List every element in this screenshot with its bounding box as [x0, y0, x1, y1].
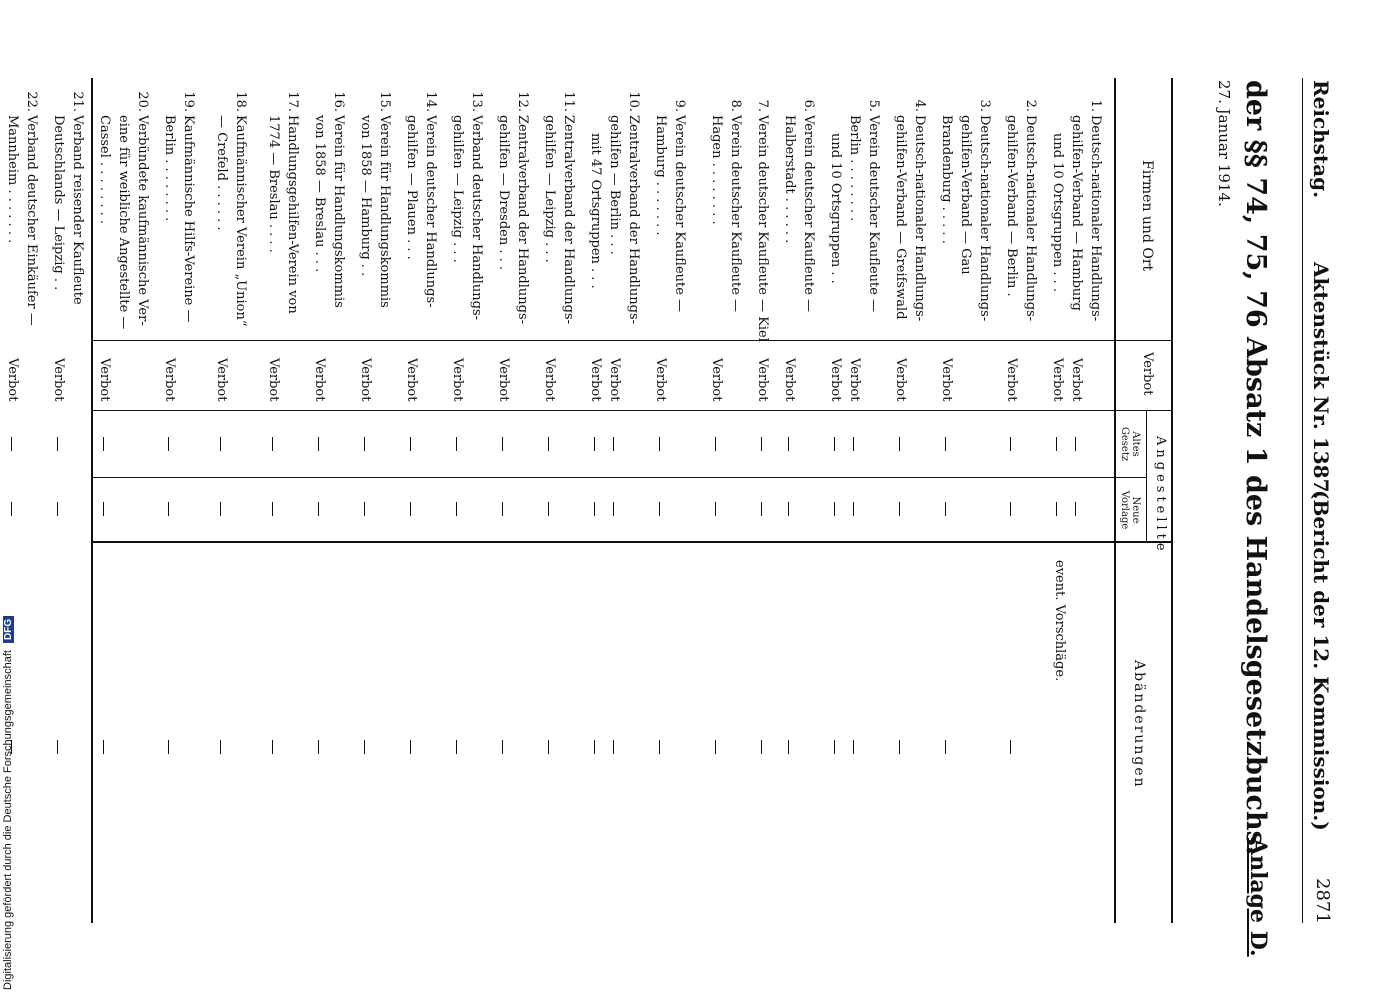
row-dash — [659, 740, 660, 754]
row-firm-line: mit 47 Ortsgruppen . . . — [588, 133, 603, 289]
row-dash — [502, 437, 503, 451]
row-firm-line: Deutschlands — Leipzig . . — [51, 115, 66, 291]
row-firm-line: gehilfen-Verband — Hamburg — [1069, 115, 1084, 311]
row-verbot: Verbot — [847, 358, 862, 402]
row-firm-line: Hamburg . . . . . . . — [653, 115, 668, 236]
row-dash — [613, 437, 614, 451]
row-firm-line: gehilfen-Verband — Greifswald — [893, 115, 908, 320]
row-dash — [57, 437, 58, 451]
title-annex: Anlage D. — [1245, 838, 1271, 957]
row-number: 13. — [469, 91, 484, 112]
row-dash — [853, 502, 854, 516]
row-dash — [168, 740, 169, 754]
row-dash — [761, 437, 762, 451]
row-firm-line: gehilfen-Verband — Berlin . — [1004, 115, 1019, 297]
header-aktenstueck: Aktenstück Nr. 1387. — [1309, 262, 1333, 500]
row-dash — [272, 502, 273, 516]
header-reichstag: Reichstag. — [1309, 80, 1333, 199]
row-dash — [272, 740, 273, 754]
row-dash — [834, 437, 835, 451]
row-verbot: Verbot — [496, 358, 511, 402]
row-number: 6. — [801, 99, 816, 112]
row-dash — [57, 740, 58, 754]
row-dash — [456, 740, 457, 754]
row-firm-line: Deutsch-nationaler Handlungs- — [977, 115, 992, 322]
row-dash — [659, 502, 660, 516]
row-number: 18. — [233, 91, 248, 112]
row-dash — [456, 437, 457, 451]
row-dash — [945, 740, 946, 754]
row-verbot: Verbot — [653, 358, 668, 402]
row-dash — [103, 502, 104, 516]
row-firm-line: — Crefeld . . . . . . — [214, 115, 229, 231]
row-number: 1. — [1088, 99, 1103, 112]
row-number: 12. — [515, 91, 530, 112]
dfg-note-wrapper — [2, 616, 14, 990]
row-number: 7. — [755, 99, 770, 112]
row-dash — [410, 437, 411, 451]
row-number: 4. — [912, 99, 927, 112]
row-number: 11. — [561, 91, 576, 112]
row-firm-line: Verband deutscher Handlungs- — [469, 115, 484, 321]
table-bottom-rule — [91, 78, 93, 923]
row-verbot: Verbot — [542, 358, 557, 402]
col-header-altes-gesetz: Altes Gesetz — [1119, 426, 1141, 462]
row-dash — [853, 740, 854, 754]
row-firm-line: Zentralverband der Handlungs- — [515, 115, 530, 325]
row-verbot: Verbot — [782, 358, 797, 402]
row-dash — [548, 437, 549, 451]
row-verbot: Verbot — [312, 358, 327, 402]
row-dash — [715, 502, 716, 516]
row-dash — [899, 437, 900, 451]
col-header-neue-vorlage: Neue Vorlage — [1119, 490, 1141, 530]
row-firm-line: Hagen . . . . . . . . — [709, 115, 724, 225]
row-firm-line: Verein deutscher Kaufleute — — [866, 115, 881, 313]
row-dash — [364, 437, 365, 451]
col-header-abaenderungen: Abänderungen — [1131, 660, 1147, 789]
row-dash — [168, 502, 169, 516]
row-dash — [899, 502, 900, 516]
page-number: 2871 — [1312, 878, 1333, 924]
row-dash — [1056, 502, 1057, 516]
row-dash — [788, 740, 789, 754]
dfg-note-text: Digitalisierung gefördert durch die Deutsche Forschungsgemeinschaft — [2, 650, 14, 990]
angestellte-group-rule — [1146, 410, 1147, 541]
row-dash — [834, 502, 835, 516]
row-dash — [318, 437, 319, 451]
row-dash — [594, 502, 595, 516]
row-firm-line: Kaufmännische Hilfs-Vereine — — [181, 115, 196, 323]
row-firm-line: Zentralverband der Handlungs- — [561, 115, 576, 325]
row-verbot: Verbot — [828, 358, 843, 402]
row-number: 2. — [1023, 99, 1038, 112]
row-dash — [502, 740, 503, 754]
col-separator-neue — [93, 541, 1173, 543]
header-top-rule — [1302, 78, 1303, 923]
row-firm-line: Deutsch-nationaler Handlungs- — [1088, 115, 1103, 322]
row-note: event. Vorschläge. — [1052, 560, 1067, 682]
row-dash — [410, 502, 411, 516]
row-firm-line: Deutsch-nationaler Handlungs- — [1023, 115, 1038, 322]
row-firm-line: Verein deutscher Kaufleute — — [728, 115, 743, 313]
row-verbot: Verbot — [162, 358, 177, 402]
row-dash — [1010, 740, 1011, 754]
row-dash — [594, 437, 595, 451]
row-verbot: Verbot — [939, 358, 954, 402]
row-firm-line: Deutsch-nationaler Handlungs- — [912, 115, 927, 322]
row-dash — [899, 740, 900, 754]
row-firm-line: Verbündete kaufmännische Ver- — [135, 115, 150, 326]
row-verbot: Verbot — [1069, 358, 1084, 402]
row-verbot: Verbot — [893, 358, 908, 402]
col-header-angestellte: Angestellte — [1153, 436, 1168, 555]
table-top-rule — [1171, 78, 1173, 923]
header-bericht: (Bericht der 12. Kommission.) — [1309, 490, 1333, 831]
row-number: 21. — [70, 91, 85, 112]
row-verbot: Verbot — [51, 358, 66, 402]
row-firm-line: Mannheim . . . . . . . — [5, 115, 20, 244]
row-dash — [11, 437, 12, 451]
row-dash — [1056, 437, 1057, 451]
row-dash — [364, 502, 365, 516]
row-verbot: Verbot — [266, 358, 281, 402]
row-firm-line: gehilfen — Plauen . . . — [404, 115, 419, 260]
row-dash — [1075, 437, 1076, 451]
row-number: 3. — [977, 99, 992, 112]
row-firm-line: Verband reisender Kaufleute — [70, 115, 85, 305]
row-firm-line: eine für weibliche Angestellte — — [116, 115, 131, 330]
row-dash — [318, 740, 319, 754]
row-dash — [220, 740, 221, 754]
row-number: 5. — [866, 99, 881, 112]
row-verbot: Verbot — [755, 358, 770, 402]
row-dash — [57, 502, 58, 516]
row-firm-line: Kaufmännischer Verein „Union“ — [233, 115, 248, 327]
row-number: 8. — [728, 99, 743, 112]
row-firm-line: gehilfen — Leipzig . . . — [450, 115, 465, 263]
col-header-firm: Firmen und Ort — [1139, 160, 1155, 272]
row-firm-line: Verein deutscher Handlungs- — [423, 115, 438, 308]
row-firm-line: gehilfen — Leipzig . . . — [542, 115, 557, 263]
row-firm-line: Berlin . . . . . . . . — [847, 115, 862, 222]
row-dash — [502, 502, 503, 516]
row-verbot: Verbot — [709, 358, 724, 402]
table-header-rule — [1114, 78, 1116, 923]
row-dash — [410, 740, 411, 754]
col-header-verbot: Verbot — [1140, 352, 1155, 396]
row-firm-line: und 10 Ortsgruppen . . — [828, 133, 843, 284]
row-number: 15. — [377, 91, 392, 112]
row-firm-line: und 10 Ortsgruppen . . . — [1050, 133, 1065, 293]
row-firm-line: von 1858 — Breslau . . . — [312, 115, 327, 273]
row-dash — [761, 502, 762, 516]
row-dash — [788, 437, 789, 451]
row-dash — [220, 502, 221, 516]
row-verbot: Verbot — [5, 358, 20, 402]
row-dash — [1075, 502, 1076, 516]
row-firm-line: Brandenburg . . . . . — [939, 115, 954, 244]
row-firm-line: Halberstadt . . . . . . — [782, 115, 797, 244]
row-firm-line: Verein für Handlungskommis — [331, 115, 346, 308]
row-firm-line: Verein deutscher Kaufleute — Kiel — [755, 115, 770, 342]
row-verbot: Verbot — [1004, 358, 1019, 402]
row-dash — [945, 437, 946, 451]
row-firm-line: Verein für Handlungskommis — [377, 115, 392, 308]
row-firm-line: Zentralverband der Handlungs- — [626, 115, 641, 325]
row-number: 10. — [626, 91, 641, 112]
row-verbot: Verbot — [358, 358, 373, 402]
row-dash — [220, 437, 221, 451]
row-dash — [594, 740, 595, 754]
row-dash — [853, 437, 854, 451]
row-dash — [659, 437, 660, 451]
title-main: der §§ 74, 75, 76 Absatz 1 des Handelsgesetzbuchs. — [1240, 80, 1271, 856]
row-verbot: Verbot — [588, 358, 603, 402]
dfg-badge: DFG — [3, 616, 14, 643]
row-dash — [834, 740, 835, 754]
row-firm-line: gehilfen — Dresden . . . — [496, 115, 511, 271]
row-firm-line: gehilfen-Verband — Gau — [958, 115, 973, 275]
row-verbot: Verbot — [607, 358, 622, 402]
row-number: 17. — [285, 91, 300, 112]
col-separator-verbot — [93, 410, 1173, 411]
row-dash — [456, 502, 457, 516]
row-firm-line: Verband deutscher Einkäufer — — [24, 115, 39, 326]
row-firm-line: von 1858 — Hamburg . . — [358, 115, 373, 277]
row-verbot: Verbot — [1050, 358, 1065, 402]
row-number: 22. — [24, 91, 39, 112]
row-dash — [715, 740, 716, 754]
row-dash — [761, 740, 762, 754]
date-line: 27. Januar 1914. — [1215, 80, 1233, 207]
row-verbot: Verbot — [450, 358, 465, 402]
col-separator-altes — [93, 477, 1147, 478]
row-firm-line: Handlungsgehilfen-Verein von — [285, 115, 300, 314]
row-number: 16. — [331, 91, 346, 112]
row-dash — [715, 437, 716, 451]
row-firm-line: gehilfen — Berlin . . . — [607, 115, 622, 255]
row-dash — [103, 437, 104, 451]
row-dash — [318, 502, 319, 516]
row-dash — [103, 740, 104, 754]
row-dash — [788, 502, 789, 516]
row-number: 9. — [672, 99, 687, 112]
row-number: 19. — [181, 91, 196, 112]
row-firm-line: Cassel . . . . . . . . — [97, 115, 112, 225]
row-firm-line: 1774 — Breslau . . . . — [266, 115, 281, 253]
row-dash — [548, 502, 549, 516]
row-dash — [548, 740, 549, 754]
row-verbot: Verbot — [404, 358, 419, 402]
row-dash — [613, 740, 614, 754]
row-dash — [613, 502, 614, 516]
row-dash — [1010, 437, 1011, 451]
row-number: 14. — [423, 91, 438, 112]
row-number: 20. — [135, 91, 150, 112]
row-firm-line: Berlin . . . . . . . . — [162, 115, 177, 222]
row-dash — [1010, 502, 1011, 516]
row-firm-line: Verein deutscher Kaufleute — — [672, 115, 687, 313]
row-dash — [364, 740, 365, 754]
row-dash — [945, 502, 946, 516]
row-dash — [168, 437, 169, 451]
row-verbot: Verbot — [214, 358, 229, 402]
row-dash — [11, 502, 12, 516]
row-verbot: Verbot — [97, 358, 112, 402]
row-firm-line: Verein deutscher Kaufleute — — [801, 115, 816, 313]
row-dash — [272, 437, 273, 451]
